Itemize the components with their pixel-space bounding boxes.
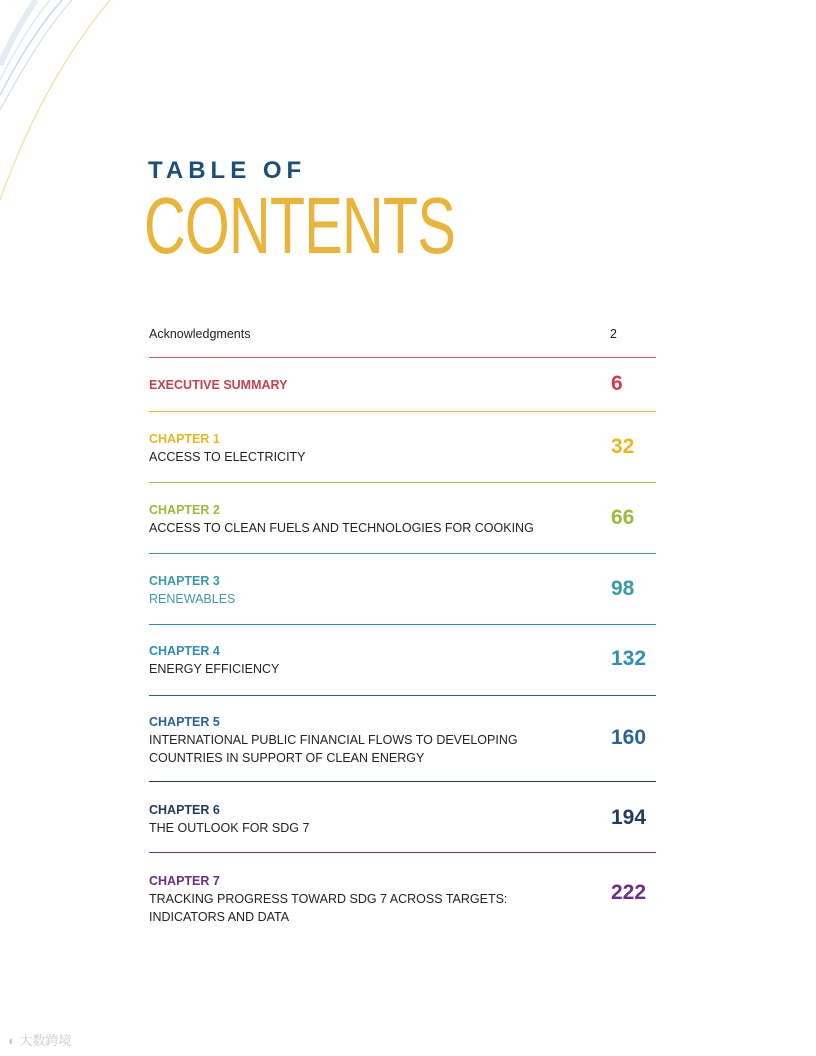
entry-title: TRACKING PROGRESS TOWARD SDG 7 ACROSS TARGETS: INDICATORS AND DATA: [149, 892, 508, 924]
divider-line: [149, 411, 656, 412]
toc-chapter-6-row[interactable]: [149, 802, 656, 837]
entry-title: ENERGY EFFICIENCY: [149, 662, 280, 676]
toc-acknowledgments-row[interactable]: [149, 325, 656, 343]
divider-line: [149, 624, 656, 625]
entry-page: 132: [611, 647, 647, 670]
entry-page: 32: [611, 435, 635, 458]
watermark-logo-icon: ◐: [8, 1033, 16, 1048]
entry-page: 160: [611, 726, 647, 749]
divider-line: [149, 482, 656, 483]
entry-title: ACCESS TO ELECTRICITY: [149, 450, 306, 464]
toc-chapter-5-row[interactable]: [149, 714, 656, 767]
entry-title: RENEWABLES: [149, 592, 236, 606]
toc-chapter-3-row[interactable]: [149, 573, 656, 608]
toc-executive-summary-row[interactable]: [149, 372, 656, 395]
acknowledgments-title: Acknowledgments: [149, 327, 251, 341]
entry-title: INTERNATIONAL PUBLIC FINANCIAL FLOWS TO DEVELOPING COUNTRIES IN SUPPORT OF CLEAN ENERGY: [149, 733, 518, 765]
toc-chapter-7-row[interactable]: [149, 873, 656, 926]
divider-line: [149, 852, 656, 853]
heading-table-of: TABLE OF: [148, 157, 307, 184]
entry-label: CHAPTER 2: [149, 503, 220, 517]
corner-swoosh-decoration: [0, 0, 130, 220]
entry-label: CHAPTER 5: [149, 715, 220, 729]
watermark: [8, 1030, 72, 1049]
entry-label: CHAPTER 6: [149, 803, 220, 817]
entry-page: 6: [611, 372, 623, 395]
entry-page: 222: [611, 881, 647, 904]
entry-label: CHAPTER 3: [149, 574, 220, 588]
toc-chapter-1-row[interactable]: [149, 431, 656, 466]
entry-label: CHAPTER 7: [149, 874, 220, 888]
entry-label: EXECUTIVE SUMMARY: [149, 378, 288, 392]
entry-page: 194: [611, 806, 647, 829]
divider-line: [149, 695, 656, 696]
entry-page: 66: [611, 506, 635, 529]
divider-line: [149, 781, 656, 782]
acknowledgments-page: 2: [610, 327, 617, 341]
entry-page: 98: [611, 577, 635, 600]
divider-line: [149, 553, 656, 554]
toc-chapter-4-row[interactable]: [149, 643, 656, 678]
toc-chapter-2-row[interactable]: [149, 502, 656, 537]
divider-line: [149, 357, 656, 358]
entry-label: CHAPTER 1: [149, 432, 220, 446]
heading-contents: CONTENTS: [144, 181, 456, 270]
entry-title: THE OUTLOOK FOR SDG 7: [149, 821, 310, 835]
entry-title: ACCESS TO CLEAN FUELS AND TECHNOLOGIES FOR COOKING: [149, 521, 534, 535]
entry-label: CHAPTER 4: [149, 644, 220, 658]
watermark-text: 大数跨境: [19, 1033, 72, 1048]
